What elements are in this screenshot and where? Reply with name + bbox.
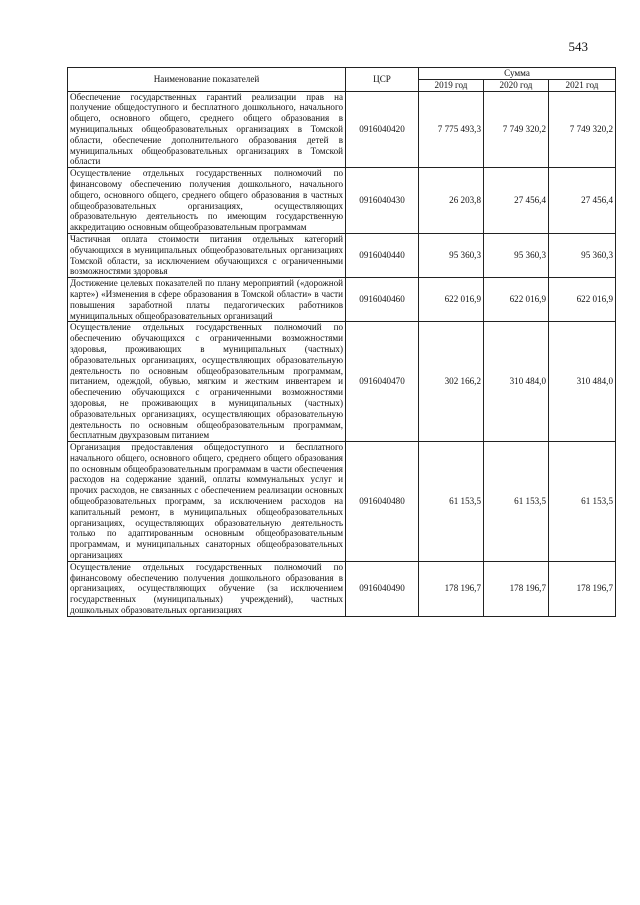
row-value-2021: 61 153,5 — [549, 442, 616, 562]
page-number: 543 — [568, 39, 588, 54]
header-name: Наименование показателей — [68, 68, 346, 92]
row-code: 0916040490 — [346, 561, 419, 616]
row-code: 0916040460 — [346, 278, 419, 322]
header-code: ЦСР — [346, 68, 419, 92]
row-value-2021: 27 456,4 — [549, 168, 616, 234]
row-value-2021: 7 749 320,2 — [549, 91, 616, 168]
row-value-2020: 95 360,3 — [484, 233, 549, 277]
header-year-2019: 2019 год — [419, 79, 484, 91]
row-value-2020: 178 196,7 — [484, 561, 549, 616]
row-value-2019: 61 153,5 — [419, 442, 484, 562]
row-code: 0916040440 — [346, 233, 419, 277]
row-value-2020: 7 749 320,2 — [484, 91, 549, 168]
row-value-2021: 622 016,9 — [549, 278, 616, 322]
row-name: Организация предоставления общедоступного и бесплатного начального общего, основного общего, среднего общего образования по основным общеобразовательным программам в части обеспечения расходов на содержание зданий, оплаты коммунальных услуг и прочих расходов, не связанных с обеспечением реализации основных общеобразовательных программ, за исключением расходов на капитальный ремонт, в муниципальных общеобразовательных организациях, осуществляющих образовательную деятельность только по адаптированным основным общеобразовательным программам, и муниципальных санаторных общеобразовательных организациях — [68, 442, 346, 562]
table-row — [68, 561, 616, 616]
row-value-2020: 310 484,0 — [484, 322, 549, 442]
row-name: Обеспечение государственных гарантий реализации прав на получение общедоступного и бесплатного дошкольного, начального общего, основного общего, среднего общего образования в муниципальных общеобразовательных организациях в Томской области, обеспечение дополнительного образования детей в муниципальных общеобразовательных организациях в Томской области — [68, 91, 346, 168]
row-name: Осуществление отдельных государственных полномочий по финансовому обеспечению получения дошкольного, начального общего, основного общего, среднего общего образования в частных общеобразовательных организациях, осуществляющих образовательную деятельность по имеющим государственную аккредитацию основным общеобразовательным программам — [68, 168, 346, 234]
row-code: 0916040430 — [346, 168, 419, 234]
row-name: Осуществление отдельных государственных полномочий по обеспечению обучающихся с ограниченными возможностями здоровья, проживающих в муниципальных (частных) образовательных организациях, осуществляющих образовательную деятельность по основным общеобразовательным программам, питанием, одеждой, обувью, мягким и жестким инвентарем и обеспечению обучающихся с ограниченными возможностями здоровья, не проживающих в муниципальных (частных) образовательных организациях, осуществляющих образовательную деятельность по основным общеобразовательным программам, бесплатным двухразовым питанием — [68, 322, 346, 442]
row-code: 0916040480 — [346, 442, 419, 562]
table-row — [68, 322, 616, 442]
row-name: Осуществление отдельных государственных полномочий по финансовому обеспечению получения дошкольного образования в организациях, осуществляющих обучение (за исключением государственных (муниципальных) учреждений), частных дошкольных образовательных организациях — [68, 561, 346, 616]
header-row-1 — [68, 68, 616, 80]
row-value-2019: 622 016,9 — [419, 278, 484, 322]
row-name: Достижение целевых показателей по плану мероприятий («дорожной карте») «Изменения в сфере образования в Томской области» в части повышения заработной платы педагогических работников муниципальных общеобразовательных организаций — [68, 278, 346, 322]
row-value-2019: 178 196,7 — [419, 561, 484, 616]
row-value-2021: 310 484,0 — [549, 322, 616, 442]
header-year-2020: 2020 год — [484, 79, 549, 91]
row-value-2020: 622 016,9 — [484, 278, 549, 322]
row-code: 0916040420 — [346, 91, 419, 168]
row-value-2021: 178 196,7 — [549, 561, 616, 616]
row-name: Частичная оплата стоимости питания отдельных категорий обучающихся в муниципальных общеобразовательных организациях Томской области, за исключением обучающихся с ограниченными возможностями здоровья — [68, 233, 346, 277]
row-value-2019: 95 360,3 — [419, 233, 484, 277]
table-row — [68, 91, 616, 168]
budget-table — [67, 67, 616, 617]
row-value-2019: 26 203,8 — [419, 168, 484, 234]
table-row — [68, 168, 616, 234]
table-row — [68, 278, 616, 322]
row-value-2020: 27 456,4 — [484, 168, 549, 234]
row-code: 0916040470 — [346, 322, 419, 442]
table-row — [68, 233, 616, 277]
row-value-2019: 7 775 493,3 — [419, 91, 484, 168]
header-sum: Сумма — [419, 68, 616, 80]
row-value-2019: 302 166,2 — [419, 322, 484, 442]
table-row — [68, 442, 616, 562]
row-value-2020: 61 153,5 — [484, 442, 549, 562]
row-value-2021: 95 360,3 — [549, 233, 616, 277]
header-year-2021: 2021 год — [549, 79, 616, 91]
